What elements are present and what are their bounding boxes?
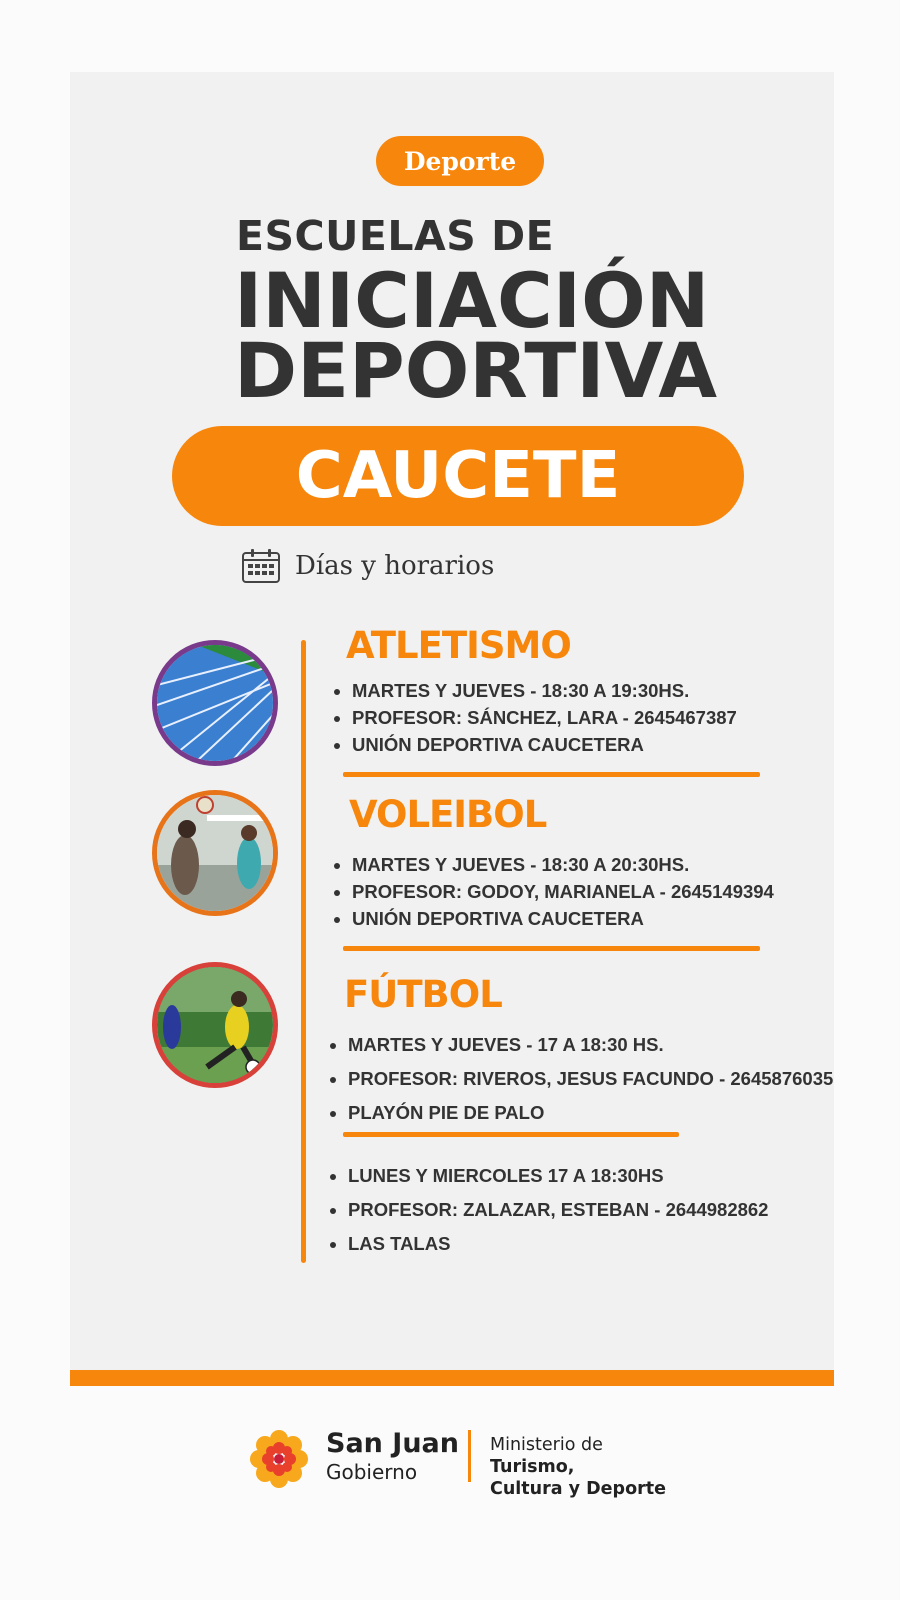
city-pill: CAUCETE (172, 426, 744, 526)
list-item: • MARTES Y JUEVES - 18:30 A 20:30HS. (352, 851, 774, 878)
list-item: • PLAYÓN PIE DE PALO (348, 1096, 833, 1130)
futbol-details-1 (330, 1028, 833, 1130)
atletismo-photo (152, 640, 278, 766)
footer (248, 1428, 678, 1499)
running-track-image (157, 645, 273, 761)
list-item: • MARTES Y JUEVES - 18:30 A 19:30HS. (352, 677, 737, 704)
page-title (234, 256, 718, 415)
volleyball-image (157, 795, 273, 911)
futbol-details-2 (330, 1159, 768, 1261)
atletismo-details (334, 677, 737, 758)
section-divider (343, 1132, 679, 1137)
list-item: • PROFESOR: SÁNCHEZ, LARA - 2645467387 (352, 704, 737, 731)
brand-name: San Juan (326, 1428, 459, 1459)
sport-title-futbol: FÚTBOL (344, 973, 502, 1016)
voleibol-photo (152, 790, 278, 916)
brand-separator (468, 1430, 471, 1482)
schedule-heading (241, 548, 494, 584)
list-item: • UNIÓN DEPORTIVA CAUCETERA (352, 905, 774, 932)
voleibol-details (334, 851, 774, 932)
category-tag: Deporte (376, 136, 544, 186)
subtitle: ESCUELAS DE (236, 212, 555, 260)
title-line-2: DEPORTIVA (234, 326, 718, 415)
list-item: • LAS TALAS (348, 1227, 768, 1261)
section-divider (343, 772, 760, 777)
section-divider (343, 946, 760, 951)
list-item: • LUNES Y MIERCOLES 17 A 18:30HS (348, 1159, 768, 1193)
ministry-prefix: Ministerio de (490, 1435, 603, 1455)
list-item: • MARTES Y JUEVES - 17 A 18:30 HS. (348, 1028, 833, 1062)
sport-title-atletismo: ATLETISMO (346, 624, 571, 667)
ministry-label (490, 1434, 678, 1500)
sport-title-voleibol: VOLEIBOL (349, 793, 547, 836)
football-image (157, 967, 273, 1083)
list-item: • PROFESOR: GODOY, MARIANELA - 2645149394 (352, 878, 774, 905)
list-item: • PROFESOR: ZALAZAR, ESTEBAN - 2644982862 (348, 1193, 768, 1227)
footer-accent-bar (70, 1370, 834, 1386)
list-item: • UNIÓN DEPORTIVA CAUCETERA (352, 731, 737, 758)
list-item: • PROFESOR: RIVEROS, JESUS FACUNDO - 2645876035 (348, 1062, 833, 1096)
timeline-line (301, 640, 306, 1263)
title-line-1: INICIACIÓN (234, 256, 710, 345)
ministry-name-2: Cultura y Deporte (490, 1479, 666, 1499)
san-juan-flower-logo (248, 1428, 310, 1490)
calendar-icon (241, 548, 281, 584)
brand-subtitle: Gobierno (326, 1460, 418, 1484)
ministry-name-1: Turismo, (490, 1457, 575, 1477)
futbol-photo (152, 962, 278, 1088)
schedule-label: Días y horarios (295, 551, 495, 581)
